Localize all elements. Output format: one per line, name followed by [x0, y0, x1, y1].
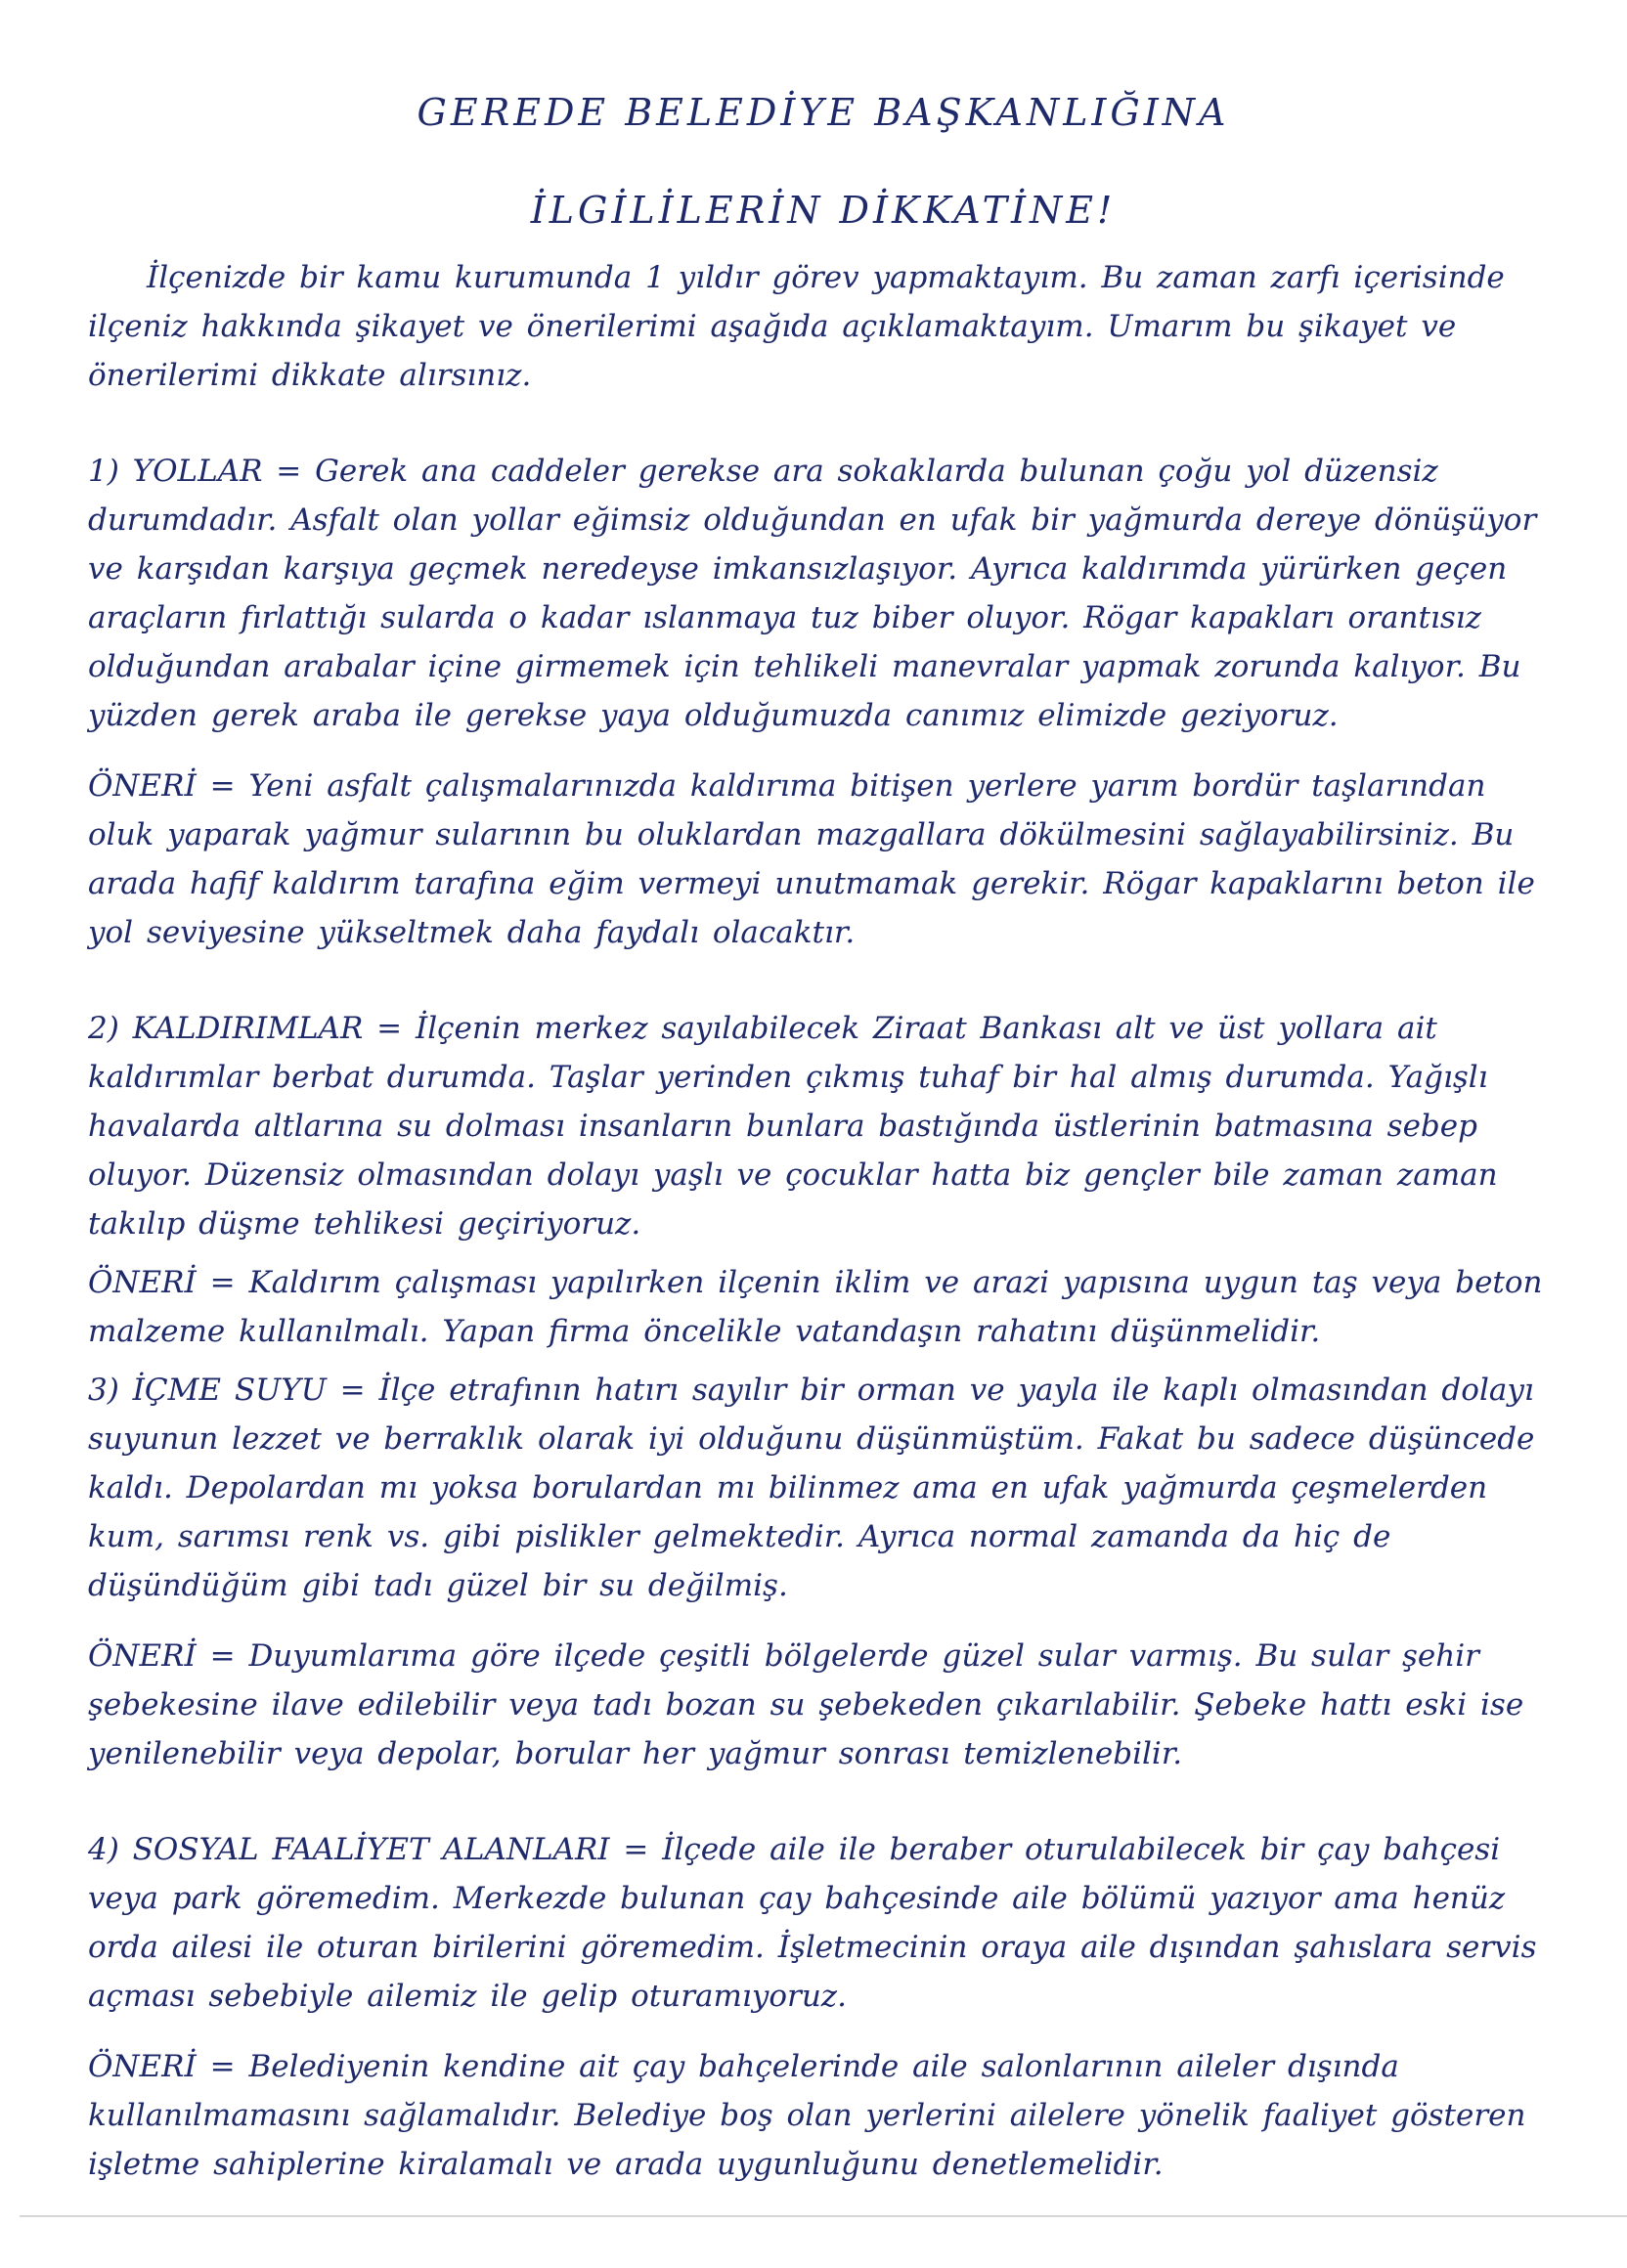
suggestion-drinking-water: ÖNERİ = Duyumlarıma göre ilçede çeşitli bölgelerde güzel sular varmış. Bu sular şehir şebekesine ilave edilebilir veya tadı bozan su şebekeden çıkarılabilir. Şebeke hattı eski ise yenilenebilir veya depolar, borular her yağmur sonrası temizlenebilir.	[88, 1638, 1524, 1771]
suggestion-sidewalks: ÖNERİ = Kaldırım çalışması yapılırken ilçenin iklim ve arazi yapısına uygun taş veya beton malzeme kullanılmalı. Yapan firma öncelikle vatandaşın rahatını düşünmelidir.	[88, 1265, 1543, 1349]
complaint-roads: 1) YOLLAR = Gerek ana caddeler gerekse ara sokaklarda bulunan çoğu yol düzensiz durumdadır. Asfalt olan yollar eğimsiz olduğundan en ufak bir yağmurda dereye dönüşüyor ve karşıdan karşıya geçmek neredeyse imkansızlaşıyor. Ayrıca kaldırımda yürürken geçen araçların fırlattığı sularda o kadar ıslanmaya tuz biber oluyor. Rögar kapakları orantısız olduğundan arabalar içine girmemek için tehlikeli manevralar yapmak zorunda kalıyor. Bu yüzden gerek araba ile gerekse yaya olduğumuzda canımız elimizde geziyoruz.	[88, 454, 1537, 733]
letter-recipient-heading: GEREDE BELEDİYE BAŞKANLIĞINA	[417, 91, 1230, 134]
complaint-sidewalks: 2) KALDIRIMLAR = İlçenin merkez sayılabilecek Ziraat Bankası alt ve üst yollara ait kaldırımlar berbat durumda. Taşlar yerinden çıkmış tuhaf bir hal almış durumda. Yağışlı havalarda altlarına su dolması insanların bunlara bastığında üstlerinin batmasına sebep oluyor. Düzensiz olmasından dolayı yaşlı ve çocuklar hatta biz gençler bile zaman zaman takılıp düşme tehlikesi geçiriyoruz.	[88, 1011, 1498, 1242]
page-bottom-rule	[20, 2215, 1627, 2217]
letter-attention-heading: İLGİLİLERİN DİKKATİNE!	[530, 189, 1117, 232]
suggestion-social-areas: ÖNERİ = Belediyenin kendine ait çay bahçelerinde aile salonlarının aileler dışında kullanılmamasını sağlamalıdır. Belediye boş olan yerlerini ailelere yönelik faaliyet gösteren işletme sahiplerine kiralamalı ve arada uygunluğunu denetlemelidir.	[88, 2049, 1526, 2182]
complaint-drinking-water: 3) İÇME SUYU = İlçe etrafının hatırı sayılır bir orman ve yayla ile kaplı olmasından dolayı suyunun lezzet ve berraklık olarak iyi olduğunu düşünmüştüm. Fakat bu sadece düşüncede kaldı. Depolardan mı yoksa borulardan mı bilinmez ama en ufak yağmurda çeşmelerden kum, sarımsı renk vs. gibi pislikler gelmektedir. Ayrıca normal zamanda da hiç de düşündüğüm gibi tadı güzel bir su değilmiş.	[88, 1373, 1535, 1603]
intro-paragraph: İlçenizde bir kamu kurumunda 1 yıldır görev yapmaktayım. Bu zaman zarfı içerisinde ilçeniz hakkında şikayet ve önerilerimi aşağıda açıklamaktayım. Umarım bu şikayet ve önerilerimi dikkate alırsınız.	[88, 260, 1505, 393]
suggestion-roads: ÖNERİ = Yeni asfalt çalışmalarınızda kaldırıma bitişen yerlere yarım bordür taşlarından oluk yaparak yağmur sularının bu oluklardan mazgallara dökülmesini sağlayabilirsiniz. Bu arada hafif kaldırım tarafına eğim vermeyi unutmamak gerekir. Rögar kapaklarını beton ile yol seviyesine yükseltmek daha faydalı olacaktır.	[88, 768, 1535, 950]
complaint-social-areas: 4) SOSYAL FAALİYET ALANLARI = İlçede aile ile beraber oturulabilecek bir çay bahçesi veya park göremedim. Merkezde bulunan çay bahçesinde aile bölümü yazıyor ama henüz orda ailesi ile oturan birilerini göremedim. İşletmecinin oraya aile dışından şahıslara servis açması sebebiyle ailemiz ile gelip oturamıyoruz.	[88, 1832, 1537, 2014]
